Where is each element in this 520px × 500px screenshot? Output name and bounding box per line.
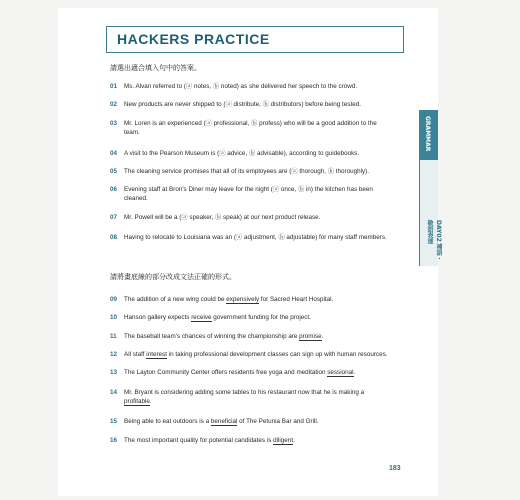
question-line: The cleaning service promises that all of its employees are (ⓐ thorough, ⓑ thoroughly).: [124, 168, 369, 175]
sentence-part: in taking professional development classes can sign up with human resources.: [166, 351, 388, 358]
side-tab-section: [419, 110, 438, 160]
question-number: 07: [110, 214, 118, 221]
page-title: HACKERS PRACTICE: [117, 31, 270, 47]
question-text: [124, 368, 402, 377]
question-number: 01: [110, 83, 118, 90]
sentence-part: .: [353, 369, 356, 376]
question-text: [124, 233, 402, 242]
question-line: [124, 397, 402, 406]
instruction-2: 請將畫底線的部分改成文法正確的形式。: [110, 273, 236, 281]
sentence-part: .: [149, 398, 152, 405]
question-text: [124, 350, 402, 359]
question-line: Ms. Alvan referred to (ⓐ notes, ⓑ noted) as she delivered her speech to the crowd.: [124, 83, 358, 90]
question-number: 06: [110, 186, 118, 193]
question-line: cleaned.: [124, 195, 148, 202]
question-text: [124, 313, 402, 322]
question-line: A visit to the Pearson Museum is (ⓐ advice, ⓑ advisable), according to guidebooks.: [124, 150, 360, 157]
question-number: 12: [110, 351, 118, 358]
sentence-part: of The Petunia Bar and Grill.: [237, 418, 319, 425]
question-text: [124, 295, 402, 304]
question-number: 15: [110, 418, 118, 425]
underlined-word: beneficial: [210, 418, 238, 425]
question-number: 11: [110, 333, 117, 340]
chapter-side-tab: [419, 110, 442, 266]
underlined-word: promise: [299, 333, 322, 340]
sentence-part: .: [321, 333, 324, 340]
question-line: [124, 295, 402, 304]
question-text: [124, 100, 402, 109]
sentence-part: Hanson gallery expects: [124, 314, 192, 321]
sentence-part: for Sacred Heart Hospital.: [259, 296, 334, 303]
question-line: [124, 417, 402, 426]
underlined-word: profitable: [124, 398, 150, 405]
side-tab-section-label: GRAMMAR: [424, 116, 431, 152]
sentence-part: The baseball team's chances of winning the championship are: [124, 333, 300, 340]
question-line: team.: [124, 129, 140, 136]
question-line: Mr. Powell will be a (ⓐ speaker, ⓑ speak) at our next product release.: [124, 214, 321, 221]
section-title-box: [106, 26, 404, 53]
question-number: 10: [110, 314, 118, 321]
underlined-word: expensively: [226, 296, 260, 303]
question-line: Mr. Loren is an experienced (ⓐ professional, ⓑ profess) who will be a good addition to the: [124, 120, 377, 127]
question-line: Evening staff at Bron's Diner may leave for the night (ⓐ once, ⓑ in) the kitchen has been: [124, 186, 373, 193]
underlined-word: receive: [191, 314, 212, 321]
question-text: [124, 82, 402, 91]
sentence-part: government funding for the project.: [211, 314, 311, 321]
question-text: [124, 436, 402, 445]
question-number: 03: [110, 120, 118, 127]
question-line: [124, 313, 402, 322]
question-number: 09: [110, 296, 118, 303]
question-text: [124, 119, 402, 137]
question-text: [124, 213, 402, 222]
question-number: 08: [110, 234, 118, 241]
question-line: [124, 332, 402, 341]
question-text: [124, 332, 402, 341]
underlined-word: diligent: [273, 437, 294, 444]
question-number: 16: [110, 437, 118, 444]
sentence-part: The addition of a new wing could be: [124, 296, 227, 303]
sentence-part: The Layton Community Center offers residents free yoga and meditation: [124, 369, 328, 376]
question-line: [124, 350, 402, 359]
instruction-1: 請選出適合填入句中的答案。: [110, 64, 201, 72]
question-text: [124, 167, 402, 176]
question-text: [124, 185, 402, 203]
question-text: [124, 149, 402, 158]
sentence-part: All staff: [124, 351, 147, 358]
question-number: 02: [110, 101, 118, 108]
question-line: [124, 436, 402, 445]
question-line: Having to relocate to Louisiana was an (ⓐ adjustment, ⓑ adjustable) for many staff members.: [124, 234, 387, 241]
sentence-part: .: [293, 437, 295, 444]
side-tab-day: [419, 160, 442, 266]
sentence-part: The most important quality for potential candidates is: [124, 437, 274, 444]
sentence-part: Mr. Bryant is considering adding some tables to his restaurant now that he is making a: [124, 389, 365, 396]
question-number: 05: [110, 168, 118, 175]
question-line: New products are never shipped to (ⓐ distribute, ⓑ distributors) before being tested.: [124, 101, 361, 108]
page-number: 183: [389, 465, 401, 472]
side-tab-day-label: DAY02 補語・敬語表達: [426, 220, 442, 262]
question-number: 04: [110, 150, 118, 157]
question-text: [124, 417, 402, 426]
underlined-word: sessional: [327, 369, 354, 376]
question-number: 14: [110, 389, 118, 396]
sentence-part: Being able to eat outdoors is a: [124, 418, 211, 425]
question-line: [124, 368, 402, 377]
underlined-word: interest: [146, 351, 167, 358]
question-line: [124, 388, 402, 397]
question-text: [124, 388, 402, 406]
question-number: 13: [110, 369, 118, 376]
